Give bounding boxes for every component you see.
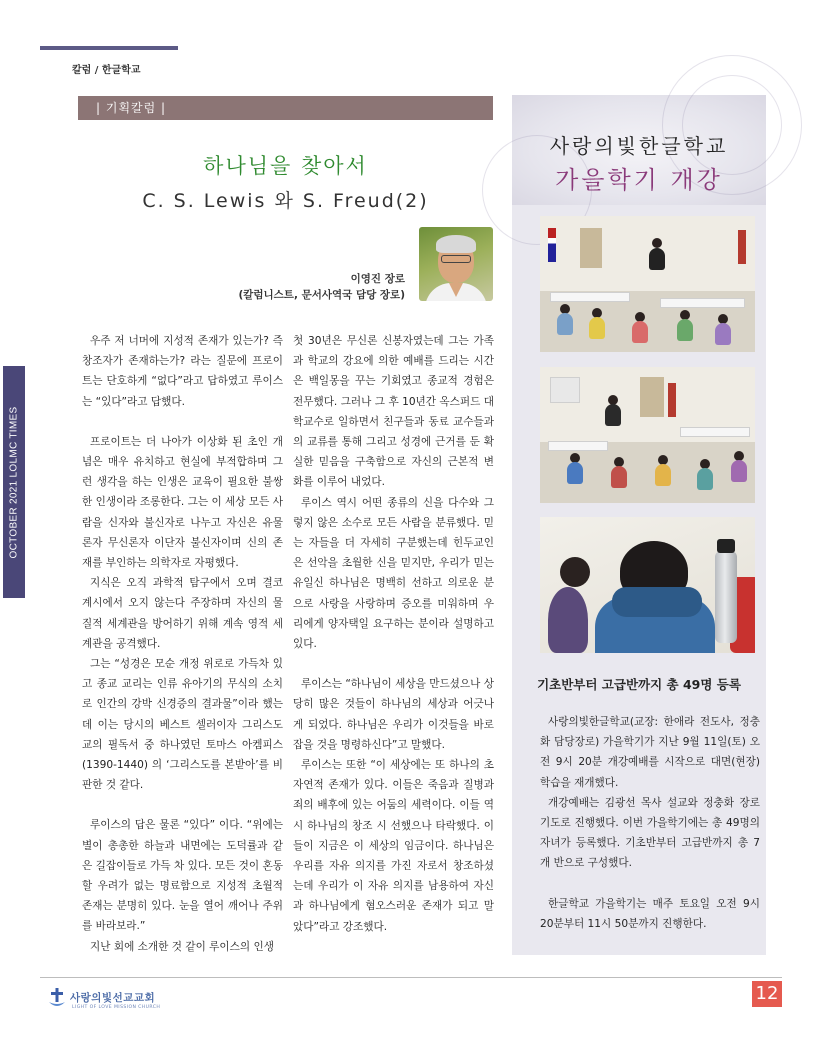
portrait-glasses <box>441 255 471 263</box>
footer-church-name: 사랑의빛선교교회 <box>70 992 156 1004</box>
panel-title-highlight: 가을학기 개강 <box>555 166 723 194</box>
photo-door <box>640 377 664 417</box>
article-paragraph: 그는 “성경은 모순 개정 위로로 가득차 있고 종교 교리는 인류 유아기의 무식의 소치로 인간의 강박 신경증의 결과물”이라 했는데 이는 당시의 베스트 셀러이자 그리스도교의 필독서 중 하나였던 토마스 아켐피스(1390-1440) 의 ‘그리스도를 본받아’를 비판한 것 같다. <box>82 658 283 792</box>
photo-water-bottle <box>715 551 737 643</box>
photo-person <box>655 464 671 486</box>
panel-paragraph: 한글학교 가을학기는 매주 토요일 오전 9시 20분부터 11시 50분까지 진행한다. <box>540 897 760 930</box>
photo-person <box>548 587 588 653</box>
side-issue-text: OCTOBER 2021 LOLMC TIMES <box>8 406 20 558</box>
photo-window <box>550 377 580 403</box>
photo-person <box>715 323 731 345</box>
photo-person <box>677 319 693 341</box>
photo-classroom-worship <box>540 216 755 352</box>
article-subtitle: C. S. Lewis 와 S. Freud(2) <box>142 190 429 212</box>
article-column-2 <box>293 331 494 937</box>
photo-flag <box>738 230 746 264</box>
panel-title: 사랑의빛한글학교 <box>549 134 729 158</box>
photo-bottle-cap <box>717 539 735 553</box>
photo-table <box>548 441 608 451</box>
article-paragraph: 첫 30년은 무신론 신봉자였는데 그는 가족과 학교의 강요에 의한 예배를 드리는 시간은 백일몽을 꾸는 기회였고 종교적 경험은 전무했다. 그러나 그 후 10년간 옥스퍼드 대학교수로 일하면서 친구들과 동료 교수들과의 교류를 통해 그리고 성경에 근거를 둔 확실한 믿음을 구축함으로 자신의 근본적 변화를 이루어 내었다. <box>293 335 494 489</box>
photo-table <box>550 292 630 302</box>
article-paragraph: 루이스는 “하나님이 세상을 만드셨으나 상당히 많은 것들이 하나님의 세상과 어긋나게 되었다. 하나님은 우리가 이것들을 바로 잡을 것을 명령하신다”고 말했다. <box>293 678 494 751</box>
page-number: 12 <box>752 981 782 1007</box>
author-portrait <box>419 227 493 301</box>
school-news-panel <box>512 95 766 955</box>
panel-subtitle: 기초반부터 고급반까지 총 49명 등록 <box>537 677 741 692</box>
section-label: | 기획칼럼 | <box>78 96 493 120</box>
footer-church-name-en: LIGHT OF LOVE MISSION CHURCH <box>72 1005 161 1010</box>
church-logo-icon <box>48 988 66 1008</box>
photo-person <box>649 248 665 270</box>
header-accent-bar <box>40 46 178 50</box>
photo-person <box>697 468 713 490</box>
article-paragraph: 루이스는 또한 “이 세상에는 또 하나의 초자연적 존재가 있다. 이들은 죽음과 질병과 죄의 배후에 있는 어둠의 세력이다. 이들 역시 하나님의 창조 시 선했으나 타락했다. 이들이 지금은 이 세상의 임금이다. 하나님은 우리를 자유 의지를 가진 자로서 창조하셨는데 우리가 이 자유 의지를 남용하여 자신과 하나님에게 혐오스러운 존재가 되고 말았다”라고 강조했다. <box>293 759 494 933</box>
photo-person <box>567 462 583 484</box>
photo-wall <box>540 216 755 291</box>
photo-door <box>580 228 602 268</box>
article-paragraph: 지난 회에 소개한 것 같이 루이스의 인생 <box>90 940 274 953</box>
photo-person <box>605 404 621 426</box>
article-paragraph: 지식은 오직 과학적 탐구에서 오며 결코 계시에서 오지 않는다 주장하며 자신의 물질적 세계관을 방어하기 위해 계속 영적 세계관을 공격했다. <box>82 577 283 650</box>
article-paragraph: 루이스 역시 어떤 종류의 신을 다수와 그렇지 않은 소수로 모든 사람을 분류했다. 믿는 자들을 더 자세히 구분했는데 힌두교인은 선악을 초월한 신을 믿지만, 우리가 믿는 유일신 하나님은 명백히 선하고 의로운 분으로 사랑을 사랑하며 증오를 미워하며 우리에게 양자택일 요구하는 분이라 설명하고 있다. <box>293 496 494 651</box>
photo-person <box>560 557 590 587</box>
photo-person <box>731 460 747 482</box>
article-paragraph: 우주 저 너머에 지성적 존재가 있는가? 즉 창조자가 존재하는가? 라는 질문에 프로이트는 단호하게 “없다”라고 답하였고 루이스는 “있다”라고 답했다. <box>82 335 283 408</box>
photo-person <box>652 238 662 248</box>
author-role: (칼럼니스트, 문서사역국 담당 장로) <box>238 289 405 301</box>
breadcrumb: 칼럼 / 한글학교 <box>72 65 141 76</box>
article-paragraph: 루이스의 답은 물론 “있다” 이다. “위에는 별이 총총한 하늘과 내면에는 도덕률과 같은 길잡이들로 가득 차 있다. 모든 것이 혼동할 우려가 없는 명료함으로 지성적 초월적 존재는 분명히 있다. 눈을 열어 깨어나 주위를 바라보라.” <box>82 819 283 933</box>
photo-person <box>611 466 627 488</box>
panel-paragraph: 개강예배는 김광선 목사 설교와 정충화 장로 기도로 진행했다. 이번 가을학기에는 총 49명의 자녀가 등록했다. 기초반부터 고급반까지 총 7개 반으로 구성했다. <box>540 796 760 870</box>
photo-classroom-prayer <box>540 367 755 503</box>
panel-paragraph: 사랑의빛한글학교(교장: 한애라 전도사, 정충화 담당장로) 가을학기가 지난 9월 11일(토) 오전 9시 20분 개강예배를 시작으로 대면(현장) 학습을 재개했다. <box>540 716 760 789</box>
side-issue-label <box>3 366 25 598</box>
photo-person <box>557 313 573 335</box>
photo-table <box>680 427 750 437</box>
photo-person <box>589 317 605 339</box>
panel-body <box>540 712 760 934</box>
footer-divider <box>40 977 782 978</box>
photo-table <box>660 298 745 308</box>
article-title: 하나님을 찾아서 <box>203 154 368 178</box>
photo-student-praying <box>540 517 755 653</box>
portrait-hair <box>436 235 476 253</box>
photo-flag <box>548 228 556 262</box>
author-name: 이영진 장로 <box>350 273 405 285</box>
photo-person <box>612 587 702 617</box>
article-paragraph: 프로이트는 더 나아가 이상화 된 초인 개념은 매우 유치하고 현실에 부적합하며 그런 생각을 하는 인생은 교육이 필요한 불쌍한 인생이라 조롱한다. 그는 이 세상 모든 사람을 신자와 불신자로 나누고 자신은 유물론자 무신론자 이단자 불신자이며 신의 존재를 부인하는 의학자로 자평했다. <box>82 435 283 570</box>
photo-flag <box>668 383 676 417</box>
article-column-1 <box>82 331 283 957</box>
photo-person <box>632 321 648 343</box>
